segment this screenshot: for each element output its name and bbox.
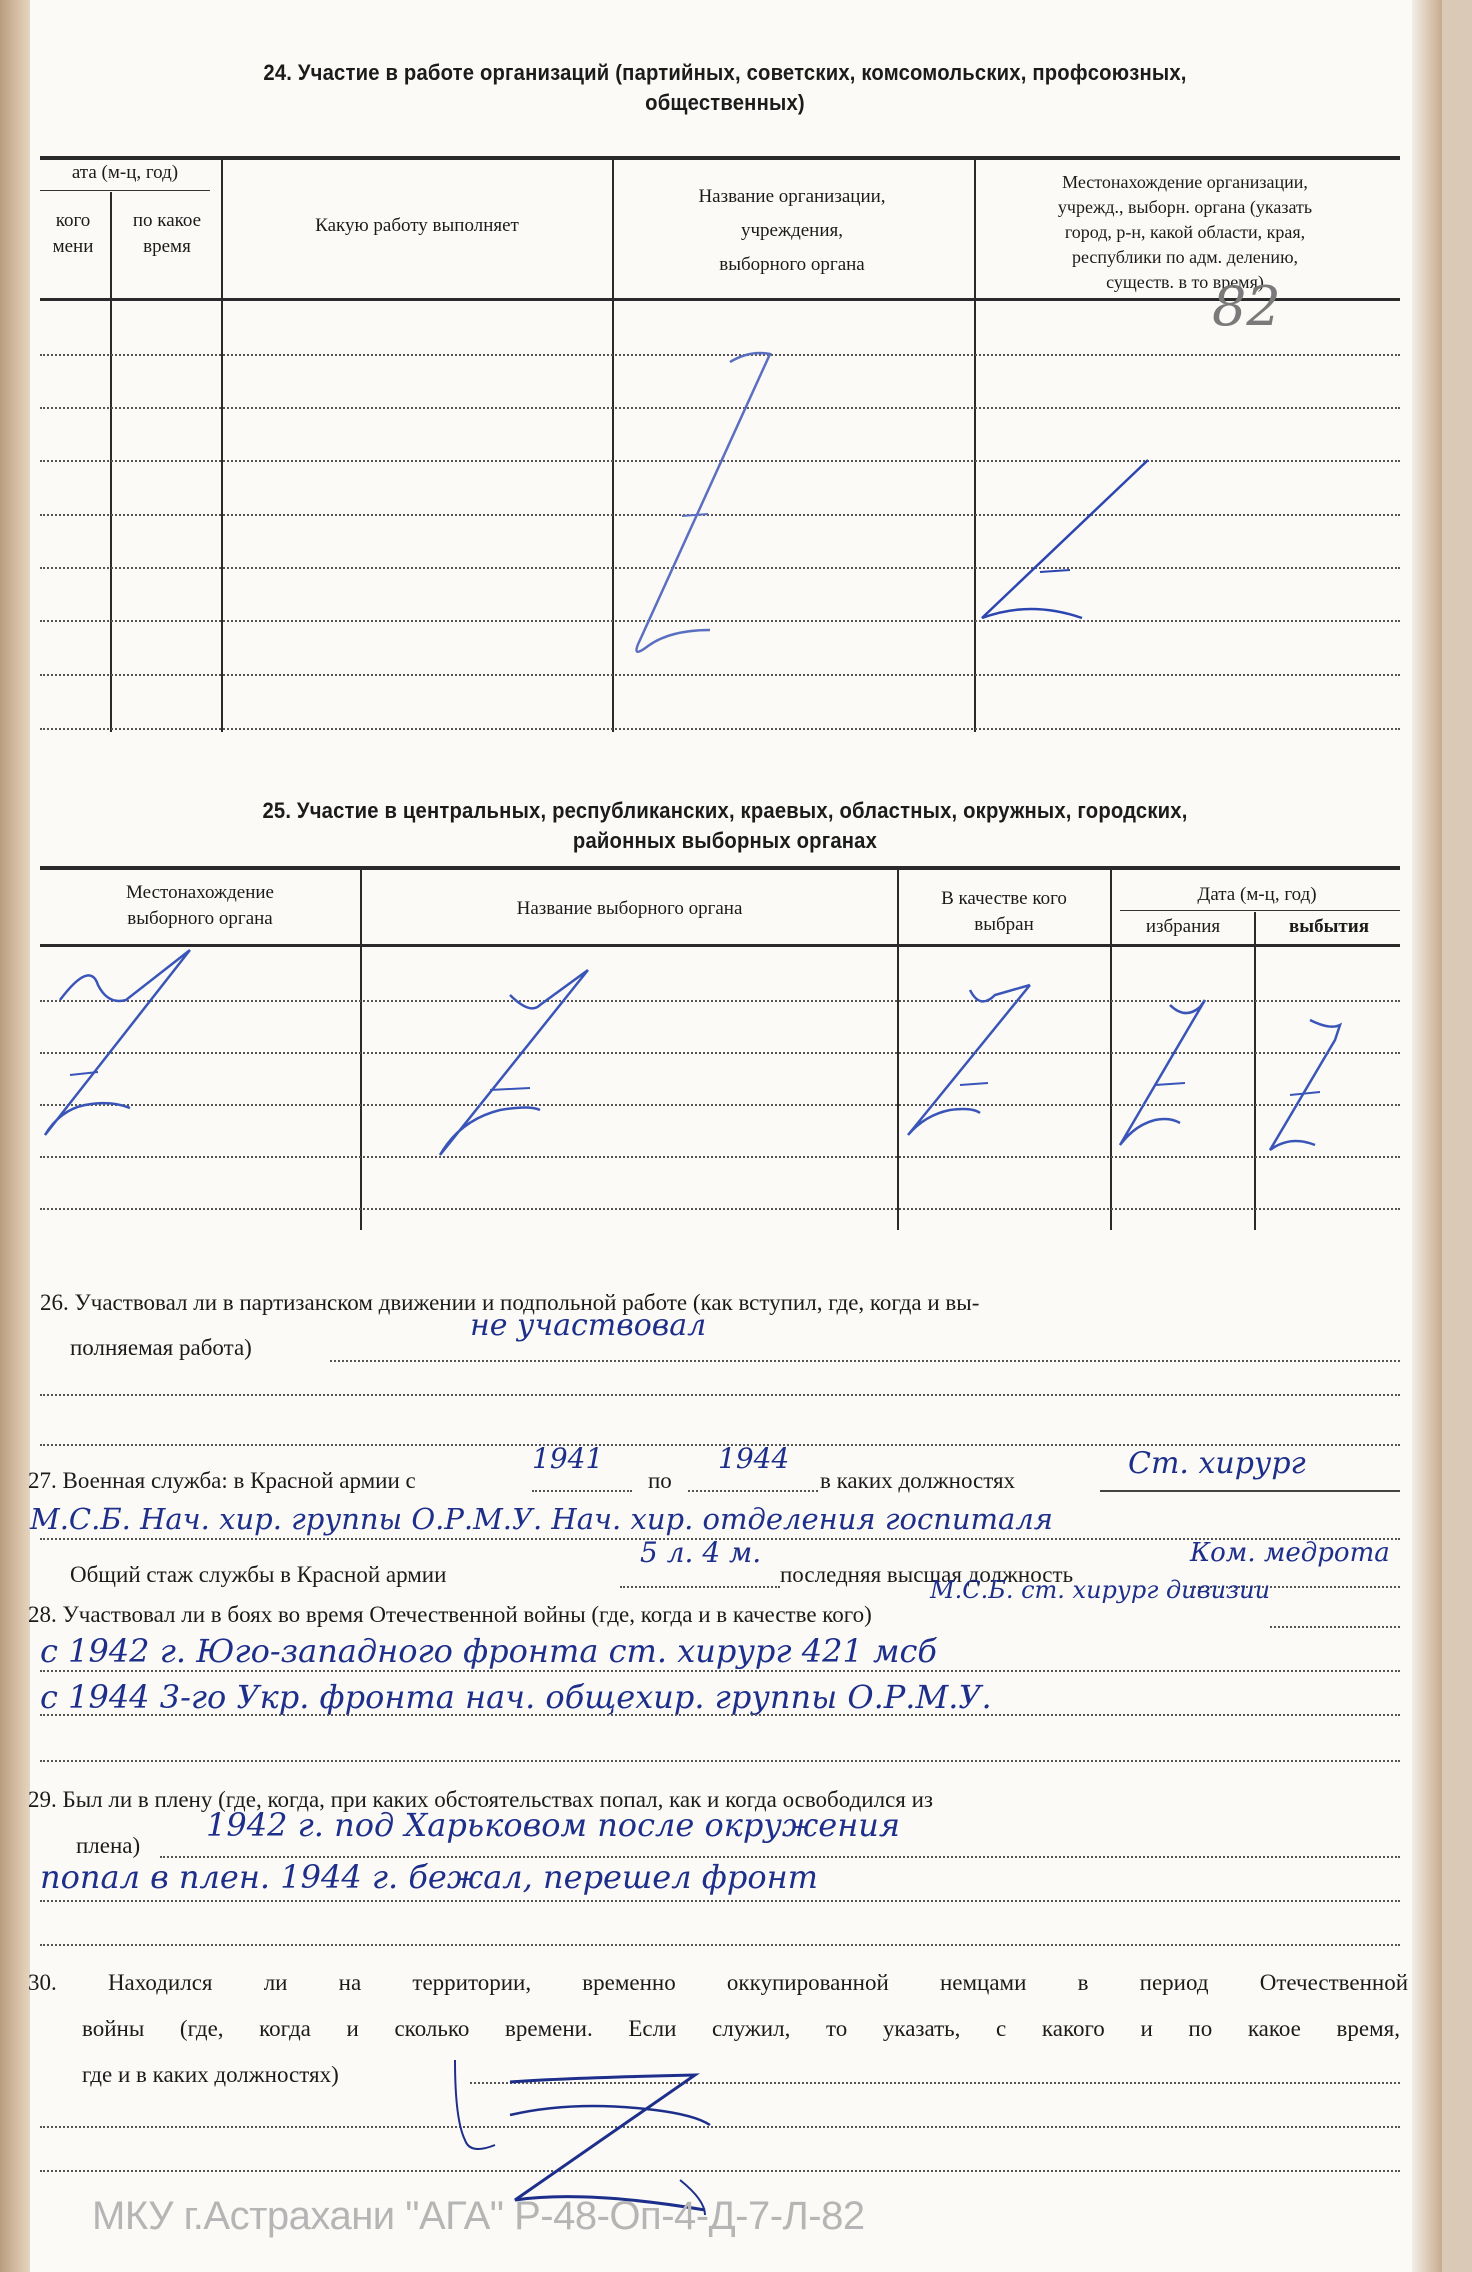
total-service-value: 5 л. 4 м. [640,1536,762,1569]
positions-answer-1: Ст. хирург [1128,1446,1306,1481]
col-org-name-l3: выборного органа [719,254,865,275]
section-25-title-line1: 25. Участие в центральных, республиканских, краевых, областных, окружных, городских, [262,798,1188,823]
service-from-year: 1941 [532,1442,604,1475]
section-28-line [40,1760,1400,1762]
section-28-line [40,1670,1400,1672]
section-26-answer-line [40,1394,1400,1396]
table-24-header-rule [40,298,1400,301]
dash-mark-icon [420,960,600,1170]
section-30-question-line1: 30. Находился ли на территории, временно оккупированной немцами в период Отечественной [28,1970,1408,1995]
t25-row-line [40,1208,1400,1210]
last-position-answer-1: Ком. медрота [1190,1538,1390,1568]
service-to-line [688,1490,818,1492]
section-28-answer-1: с 1942 г. Юго-западного фронта ст. хирург 421 мсб [40,1632,937,1670]
t25-vline-2 [897,870,899,1230]
page-right-edge [1412,0,1442,2272]
section-28-question: 28. Участвовал ли в боях во время Отечественной войны (где, когда и в качестве кого) [28,1602,872,1627]
col-elected-date: избрания [1145,916,1221,937]
pencil-page-number: 82 [1212,275,1281,338]
col-elected-role [898,886,1110,938]
section-27-label [28,1466,416,1496]
service-from-line [532,1490,632,1492]
col-org-name-l2: учреждения, [740,220,844,241]
table-25-header-rule [40,944,1400,947]
last-position-answer-2: М.С.Б. ст. хирург дивизии [930,1576,1271,1604]
col-date-from [40,208,106,260]
t24-row-line [40,674,1400,676]
date-group-underline [40,190,210,191]
section-29-line [40,1900,1400,1902]
col-location-l1: Местонахождение организации, [1062,172,1308,192]
section-28-answer-2: с 1944 3-го Укр. фронта нач. общехир. группы О.Р.М.У. [40,1678,992,1716]
section-24-title-line2: общественных) [645,90,805,115]
t25-vline-1 [360,870,362,1230]
section-26-answer-line [330,1360,1400,1362]
col-elected-location [40,880,360,932]
positions-label: в каких должностях [820,1468,1016,1493]
section-29-question-line1: 29. Был ли в плену (где, когда, при каких обстоятельствах попал, как и когда освободился из [28,1787,934,1812]
positions-line [1100,1490,1400,1492]
section-26-question-line2: полняемая работа) [70,1335,252,1360]
table-25-top-rule [40,866,1400,870]
col-elected-location-l1: Местонахождение [126,882,274,903]
section-29-answer-1: 1942 г. под Харьковом после окружения [206,1806,901,1844]
dash-mark-icon [970,440,1170,640]
col-org-name-l1: Название организации, [698,186,886,207]
archive-reference-stamp: МКУ г.Астрахани "АГА" Р-48-Оп-4-Д-7-Л-82 [92,2194,865,2238]
t24-vline-2 [221,160,223,732]
col-date-from-l2: мени [52,236,94,257]
t24-row-line [40,728,1400,730]
col-elected-role-l1: В качестве кого [941,888,1067,909]
section-26-answer: не участвовал [470,1308,707,1343]
col-elected-body-name: Название выборного органа [516,898,743,919]
section-30-question-line3: где и в каких должностях) [82,2062,339,2087]
col-location-l3: город, р-н, какой области, края, [1064,222,1306,242]
col-date-to-l1: по какое [132,210,202,231]
table-24-top-rule [40,156,1400,160]
dash-mark-icon [455,2030,815,2210]
col-location [975,170,1395,295]
dash-mark-icon [1260,1010,1370,1160]
total-service-label: Общий стаж службы в Красной армии [70,1562,447,1587]
service-to-label: по [648,1468,672,1493]
elected-date-underline [1120,910,1400,911]
col-elected-role-l2: выбран [974,914,1034,935]
last-position-label: последняя высшая должность [780,1562,1074,1587]
dash-mark-icon [40,950,170,1150]
col-elected-location-l2: выборного органа [127,908,273,929]
dash-mark-icon [600,340,840,670]
dash-mark-icon [900,985,1040,1145]
section-29-question-line2: плена) [76,1833,141,1858]
section-24-title [95,58,1355,118]
col-date-to-l2: время [143,236,191,257]
dash-mark-icon [1110,995,1230,1155]
t24-vline-1 [110,192,112,732]
section-25-title-line2: районных выборных органах [572,828,878,853]
col-org-name [612,180,972,282]
col-date-from-l1: кого [55,210,91,231]
section-29-answer-2: попал в плен. 1944 г. бежал, перешел фронт [40,1858,818,1896]
section-26-question-line1: 26. Участвовал ли в партизанском движении и подпольной работе (как вступил, где, когда и вы- [40,1290,980,1315]
section-28-line [40,1714,1400,1716]
col-elected-date-group: Дата (м-ц, год) [1197,884,1317,905]
section-30-question-line2: войны (где, когда и сколько времени. Если служил, то указать, с какого и по какое время, [82,2016,1400,2041]
book-binding-edge [0,0,34,2272]
col-location-l5: существ. в то время) [1106,272,1264,292]
section-24-title-line1: 24. Участие в работе организаций (партийных, советских, комсомольских, профсоюзных, [263,60,1187,85]
service-from-label: 27. Военная служба: в Красной армии с [28,1468,416,1493]
section-28-line [1270,1626,1400,1628]
col-location-l4: республики по адм. делению, [1071,247,1299,267]
col-date-group: ата (м-ц, год) [71,162,179,183]
col-work: Какую работу выполняет [315,215,519,236]
positions-answer-2: М.С.Б. Нач. хир. группы О.Р.М.У. Нач. хир. отделения госпиталя [30,1502,1054,1536]
t25-vline-4 [1254,912,1256,1230]
col-left-date: выбытия [1289,916,1369,937]
t25-row-line [40,1156,1400,1158]
col-date-to [112,208,222,260]
section-25-title [95,796,1355,856]
section-29-line [40,1944,1400,1946]
total-service-line [620,1586,780,1588]
col-location-l2: учрежд., выборн. органа (указать [1057,197,1313,217]
service-to-year: 1944 [718,1442,790,1475]
